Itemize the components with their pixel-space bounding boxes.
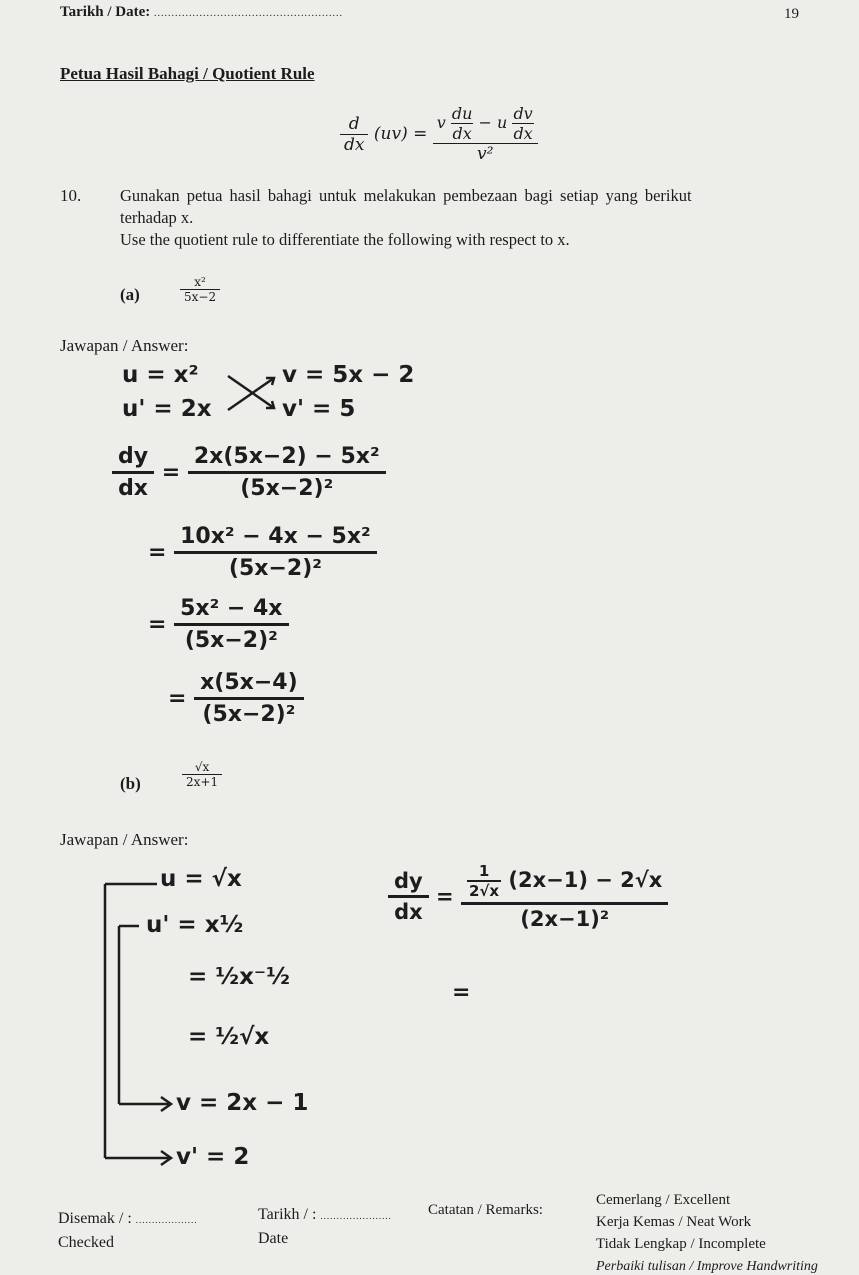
answer-b-rhs <box>461 862 668 931</box>
answer-b-step3: = ½√x <box>188 1024 270 1050</box>
formula-dx1: dx <box>452 124 472 143</box>
formula-d-dx <box>340 114 368 155</box>
cross-arrows-a <box>222 368 282 418</box>
answer-a-step2-num: 10x² − 4x − 5x² <box>180 524 371 549</box>
answer-a-dy-dx <box>112 444 154 501</box>
answer-b-rhs-num-b: 2√x <box>468 882 500 900</box>
quotient-rule-formula <box>340 104 538 164</box>
answer-a-step1-num: 2x(5x−2) − 5x² <box>193 444 380 469</box>
answer-a-step1-den: (5x−2)² <box>188 471 386 501</box>
answer-b-rhs-num <box>461 862 668 902</box>
footer-date-label: Tarikh / : <box>258 1206 317 1223</box>
answer-b-v: v = 2x − 1 <box>176 1090 309 1116</box>
answer-a-eq2: = <box>148 540 167 565</box>
formula-dv: dv <box>513 104 533 123</box>
formula-main-fraction <box>433 104 538 164</box>
formula-dx: dx <box>340 134 368 155</box>
remark-excellent: Cemerlang / Excellent <box>596 1192 731 1208</box>
footer-checked <box>58 1210 198 1228</box>
checked-dots: ................... <box>135 1215 198 1225</box>
formula-v: v <box>436 113 446 132</box>
answer-b-rhs-num-c: (2x−1) − 2√x <box>508 868 663 892</box>
formula-lhs: (uv) = <box>373 124 428 144</box>
remark-handwriting: Perbaiki tulisan / Improve Handwriting <box>596 1259 818 1274</box>
answer-a-step4 <box>194 670 304 727</box>
part-a-fraction <box>180 275 220 304</box>
answer-b-eq2: = <box>452 980 471 1005</box>
date-dots: ...................................................... <box>154 8 344 19</box>
answer-a-eq4: = <box>168 686 187 711</box>
question-english: Use the quotient rule to differentiate the following with respect to x. <box>120 230 570 249</box>
formula-du-dx <box>451 104 474 143</box>
answer-a-u: u = x² <box>122 362 199 388</box>
answer-b-du: u' = x½ <box>146 912 244 938</box>
part-b-numerator: √x <box>194 760 210 774</box>
answer-b-rhs-num-a: 1 <box>478 862 490 880</box>
question-number: 10. <box>60 186 82 205</box>
answer-a-line2 <box>148 524 377 581</box>
answer-b-dy: dy <box>394 869 423 893</box>
answer-a-dy: dy <box>118 444 149 469</box>
answer-a-dv: v' = 5 <box>282 396 356 422</box>
section-title: Petua Hasil Bahagi / Quotient Rule <box>60 64 315 83</box>
answer-a-v: v = 5x − 2 <box>282 362 415 388</box>
formula-denominator: v² <box>433 143 538 164</box>
part-b-fraction <box>182 760 222 789</box>
footer-remarks-label: Catatan / Remarks: <box>428 1202 543 1218</box>
answer-a-step1 <box>188 444 386 501</box>
answer-a-step3 <box>174 596 288 653</box>
page-number: 19 <box>784 6 799 22</box>
formula-numerator <box>433 104 538 143</box>
answer-b-derivative <box>388 862 668 931</box>
part-b-denominator: 2x+1 <box>182 774 222 789</box>
formula-minus-u: − u <box>478 113 508 132</box>
question-malay-line1: Gunakan petua hasil bahagi untuk melakukan pembezaan bagi setiap yang berikut <box>120 186 692 205</box>
part-b-expression <box>182 760 222 789</box>
answer-a-step3-num: 5x² − 4x <box>180 596 283 621</box>
formula-dv-dx <box>512 104 533 143</box>
remark-neat-work: Kerja Kemas / Neat Work <box>596 1214 752 1230</box>
answer-b-eq: = <box>436 884 454 909</box>
part-a-label: (a) <box>120 285 140 304</box>
answer-a-step2 <box>174 524 377 581</box>
answer-b-u: u = √x <box>160 866 242 892</box>
footer-date-dots: ...................... <box>320 1211 392 1221</box>
formula-d: d <box>348 113 360 134</box>
answer-a-eq: = <box>161 460 181 485</box>
answer-b-one-over-2rootx <box>467 862 501 900</box>
formula-dx2: dx <box>513 124 533 143</box>
answer-a-eq3: = <box>148 612 167 637</box>
answer-a-step4-num: x(5x−4) <box>200 670 298 695</box>
part-b-label: (b) <box>120 774 141 793</box>
footer-date-en: Date <box>258 1230 289 1247</box>
formula-du: du <box>451 104 473 123</box>
answer-a-du: u' = 2x <box>122 396 212 422</box>
part-a-numerator: x² <box>194 275 206 289</box>
answer-b-dv: v' = 2 <box>176 1144 250 1170</box>
answer-a-line4 <box>168 670 304 727</box>
date-label: Tarikh / Date: <box>60 4 151 20</box>
answer-a-dx: dx <box>112 471 154 501</box>
answer-b-step2: = ½x⁻½ <box>188 964 290 990</box>
part-a-expression <box>180 275 220 304</box>
question-malay-line2: terhadap x. <box>120 208 194 227</box>
answer-a-step4-den: (5x−2)² <box>194 697 304 727</box>
remark-incomplete: Tidak Lengkap / Incomplete <box>596 1236 766 1252</box>
checked-label: Disemak / : <box>58 1210 132 1227</box>
part-a-denominator: 5x−2 <box>180 289 220 304</box>
footer-date <box>258 1206 392 1224</box>
answer-a-step2-den: (5x−2)² <box>174 551 377 581</box>
date-header <box>60 4 343 21</box>
answer-a-derivative <box>112 444 386 501</box>
answer-a-line3 <box>148 596 289 653</box>
footer-checked-en: Checked <box>58 1234 114 1251</box>
answer-b-dy-dx <box>388 869 429 924</box>
answer-a-step3-den: (5x−2)² <box>174 623 288 653</box>
answer-label-b: Jawapan / Answer: <box>60 830 189 849</box>
answer-b-rhs-den: (2x−1)² <box>461 902 668 931</box>
answer-b-dx: dx <box>388 895 429 924</box>
answer-label-a: Jawapan / Answer: <box>60 336 189 355</box>
